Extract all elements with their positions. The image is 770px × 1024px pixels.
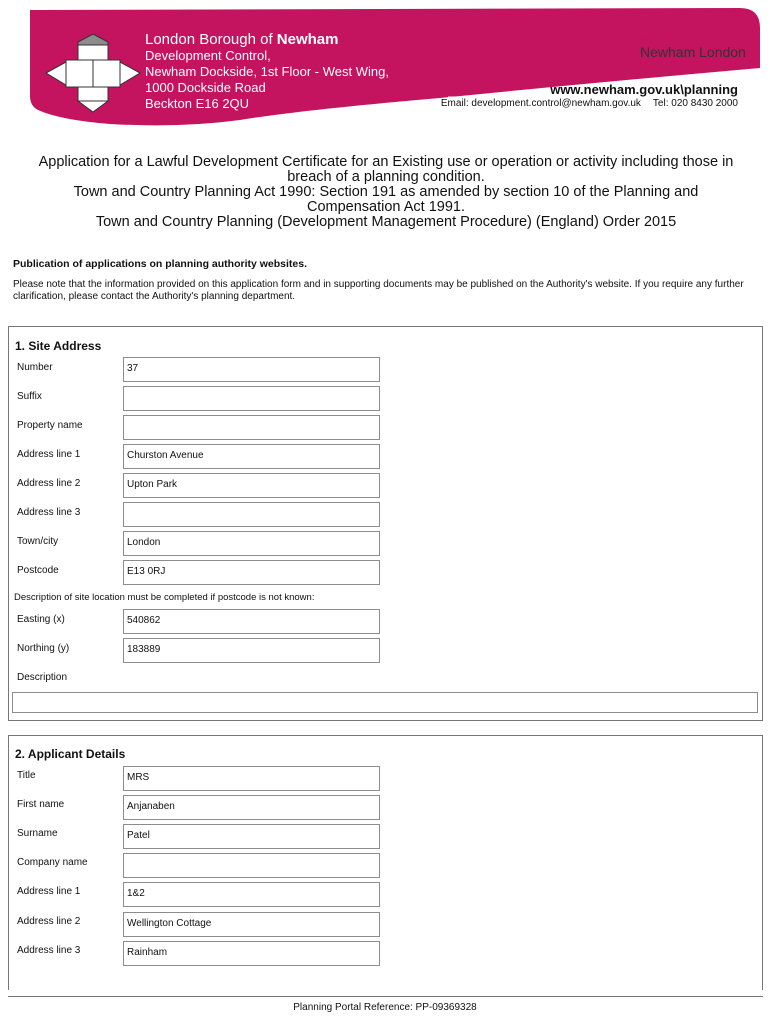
address-line: 1000 Dockside Road xyxy=(145,80,266,95)
field-label: Address line 2 xyxy=(17,916,81,927)
field-label: Company name xyxy=(17,857,88,868)
address-line: Development Control, xyxy=(145,48,271,63)
contact-info xyxy=(429,98,738,109)
footer-divider xyxy=(8,996,763,997)
address-line: Beckton E16 2QU xyxy=(145,96,250,111)
field-label: Address line 2 xyxy=(17,478,81,489)
publication-heading: Publication of applications on planning authority websites. xyxy=(13,258,308,270)
field-label: Number xyxy=(17,362,53,373)
section-title: 1. Site Address xyxy=(15,339,102,353)
field-label: Easting (x) xyxy=(17,614,65,625)
field-label: Surname xyxy=(17,828,58,839)
field-label: Address line 3 xyxy=(17,945,81,956)
tel-text: Tel: 020 8430 2000 xyxy=(652,98,738,109)
field-label: Town/city xyxy=(17,536,59,547)
field-label: Title xyxy=(17,770,36,781)
applicant-address-line-1-field[interactable]: 1&2 xyxy=(123,882,380,907)
applicant-details-section xyxy=(8,735,763,990)
field-label: Northing (y) xyxy=(17,643,70,654)
first-name-field[interactable]: Anjanaben xyxy=(123,795,380,820)
number-field[interactable]: 37 xyxy=(123,357,380,382)
surname-field[interactable]: Patel xyxy=(123,824,380,849)
field-label: Address line 3 xyxy=(17,507,81,518)
town-city-field[interactable]: London xyxy=(123,531,380,556)
field-label: Property name xyxy=(17,420,83,431)
title-field[interactable]: MRS xyxy=(123,766,380,791)
field-label: Postcode xyxy=(17,565,59,576)
section-title: 2. Applicant Details xyxy=(15,747,126,761)
applicant-address-line-3-field[interactable]: Rainham xyxy=(123,941,380,966)
northing-field[interactable]: 183889 xyxy=(123,638,380,663)
council-address xyxy=(145,32,389,112)
site-address-section xyxy=(8,326,763,721)
address-line-3-field[interactable] xyxy=(123,502,380,527)
field-label: Address line 1 xyxy=(17,886,81,897)
address-line-2-field[interactable]: Upton Park xyxy=(123,473,380,498)
description-field[interactable] xyxy=(12,692,758,713)
field-label: Address line 1 xyxy=(17,449,81,460)
newham-london-logo: Newham London xyxy=(640,44,746,60)
publication-note: Please note that the information provided on this application form and in supporting documents may be published on the Authority's website. If you require any further clarification, please contact the Authority's planning department. xyxy=(13,279,744,302)
planning-portal-reference: Planning Portal Reference: PP-09369328 xyxy=(293,1002,477,1013)
easting-field[interactable]: 540862 xyxy=(123,609,380,634)
field-label: Description xyxy=(17,672,68,683)
field-label: First name xyxy=(17,799,65,810)
field-label: Suffix xyxy=(17,391,42,402)
location-note: Description of site location must be completed if postcode is not known: xyxy=(14,592,315,603)
form-title: Application for a Lawful Development Certificate for an Existing use or operation or activity including those in breach of a planning condition. Town and Country Planning Act 1990: Section 191 as amended by section 10 of the Planning and Compensation Act 1991. Town and Country Planning (Development Management Procedure) (England) Order 2015 xyxy=(38,154,734,230)
address-line-1-field[interactable]: Churston Avenue xyxy=(123,444,380,469)
company-name-field[interactable] xyxy=(123,853,380,878)
applicant-address-line-2-field[interactable]: Wellington Cottage xyxy=(123,912,380,937)
postcode-field[interactable]: E13 0RJ xyxy=(123,560,380,585)
council-name: London Borough of Newham xyxy=(145,31,339,48)
property-name-field[interactable] xyxy=(123,415,380,440)
suffix-field[interactable] xyxy=(123,386,380,411)
address-line: Newham Dockside, 1st Floor - West Wing, xyxy=(145,64,389,79)
website-url[interactable]: www.newham.gov.uk\planning xyxy=(550,82,738,97)
email-text[interactable]: Email: development.control@newham.gov.uk xyxy=(440,98,641,109)
